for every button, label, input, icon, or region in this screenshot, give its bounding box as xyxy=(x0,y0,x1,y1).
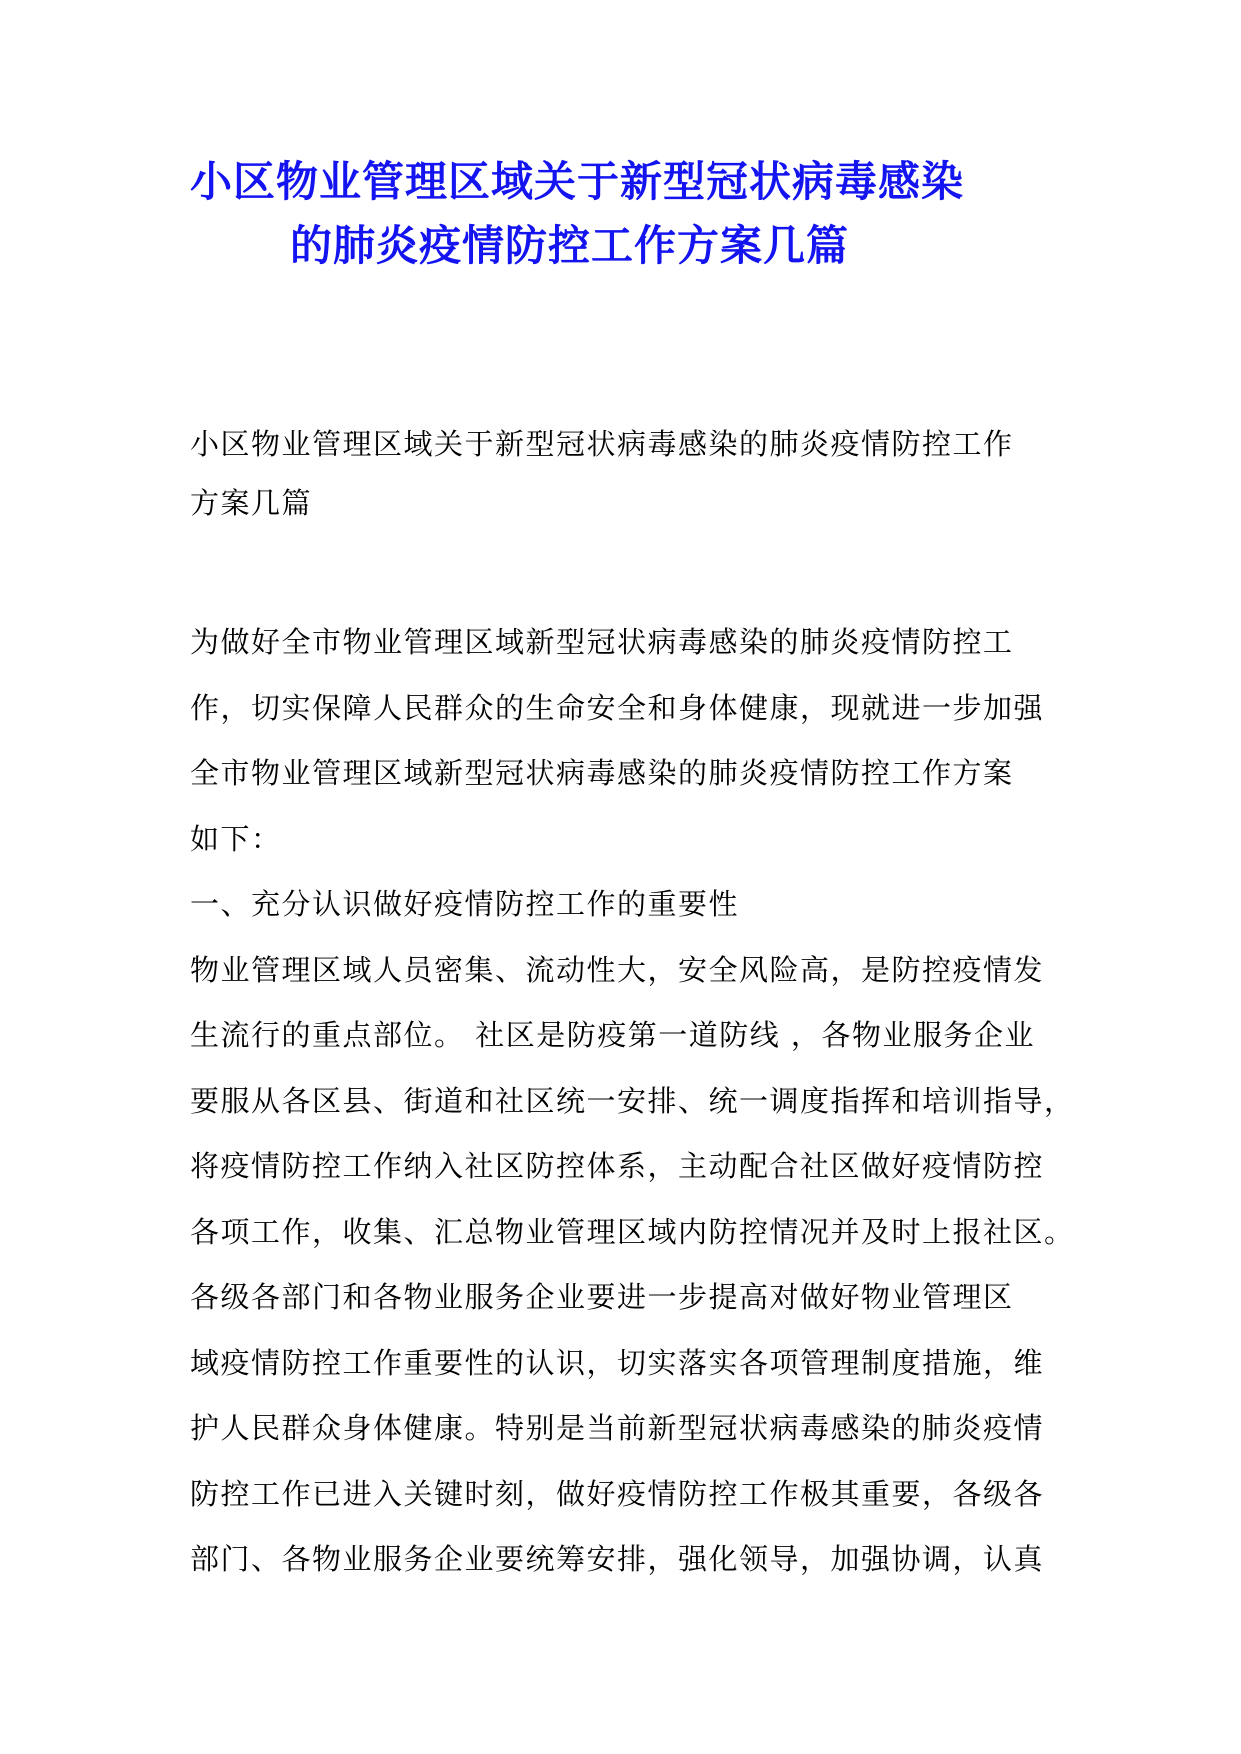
body-line: 物业管理区域人员密集、流动性大，安全风险高，是防控疫情发 xyxy=(190,952,1045,987)
title-line-1: 小区物业管理区域关于新型冠状病毒感染 xyxy=(190,157,965,206)
body-line: 各项工作，收集、汇总物业管理区域内防控情况并及时上报社区。 xyxy=(190,1214,1075,1249)
body-line: 防控工作已进入关键时刻，做好疫情防控工作极其重要，各级各 xyxy=(190,1476,1045,1511)
body-line: 全市物业管理区域新型冠状病毒感染的肺炎疫情防控工作方案 xyxy=(190,756,1014,790)
body-line: 将疫情防控工作纳入社区防控体系，主动配合社区做好疫情防控 xyxy=(190,1149,1045,1183)
body-line: 生流行的重点部位。 社区是防疫第一道防线 ，各物业服务企业 xyxy=(190,1018,1035,1052)
body-line: 域疫情防控工作重要性的认识，切实落实各项管理制度措施，维 xyxy=(190,1345,1045,1380)
body-line: 护人民群众身体健康。特别是当前新型冠状病毒感染的肺炎疫情 xyxy=(190,1411,1045,1445)
title-line-2: 的肺炎疫情防控工作方案几篇 xyxy=(290,221,850,270)
subtitle-line-2: 方案几篇 xyxy=(190,486,313,520)
document-subtitle xyxy=(190,415,1060,533)
body-line: 要服从各区县、街道和社区统一安排、统一调度指挥和培训指导， xyxy=(190,1083,1075,1118)
body-line: 作，切实保障人民群众的生命安全和身体健康，现就进一步加强 xyxy=(190,690,1045,725)
body-line: 一、充分认识做好疫情防控工作的重要性 xyxy=(190,887,740,921)
body-line: 部门、各物业服务企业要统筹安排，强化领导，加强协调，认真 xyxy=(190,1542,1045,1576)
document-body xyxy=(190,610,1075,1593)
body-line: 如下： xyxy=(190,821,282,856)
subtitle-line-1: 小区物业管理区域关于新型冠状病毒感染的肺炎疫情防控工作 xyxy=(190,427,1014,461)
body-line: 各级各部门和各物业服务企业要进一步提高对做好物业管理区 xyxy=(190,1280,1014,1314)
document-title xyxy=(190,150,1070,278)
body-line: 为做好全市物业管理区域新型冠状病毒感染的肺炎疫情防控工 xyxy=(190,625,1014,659)
